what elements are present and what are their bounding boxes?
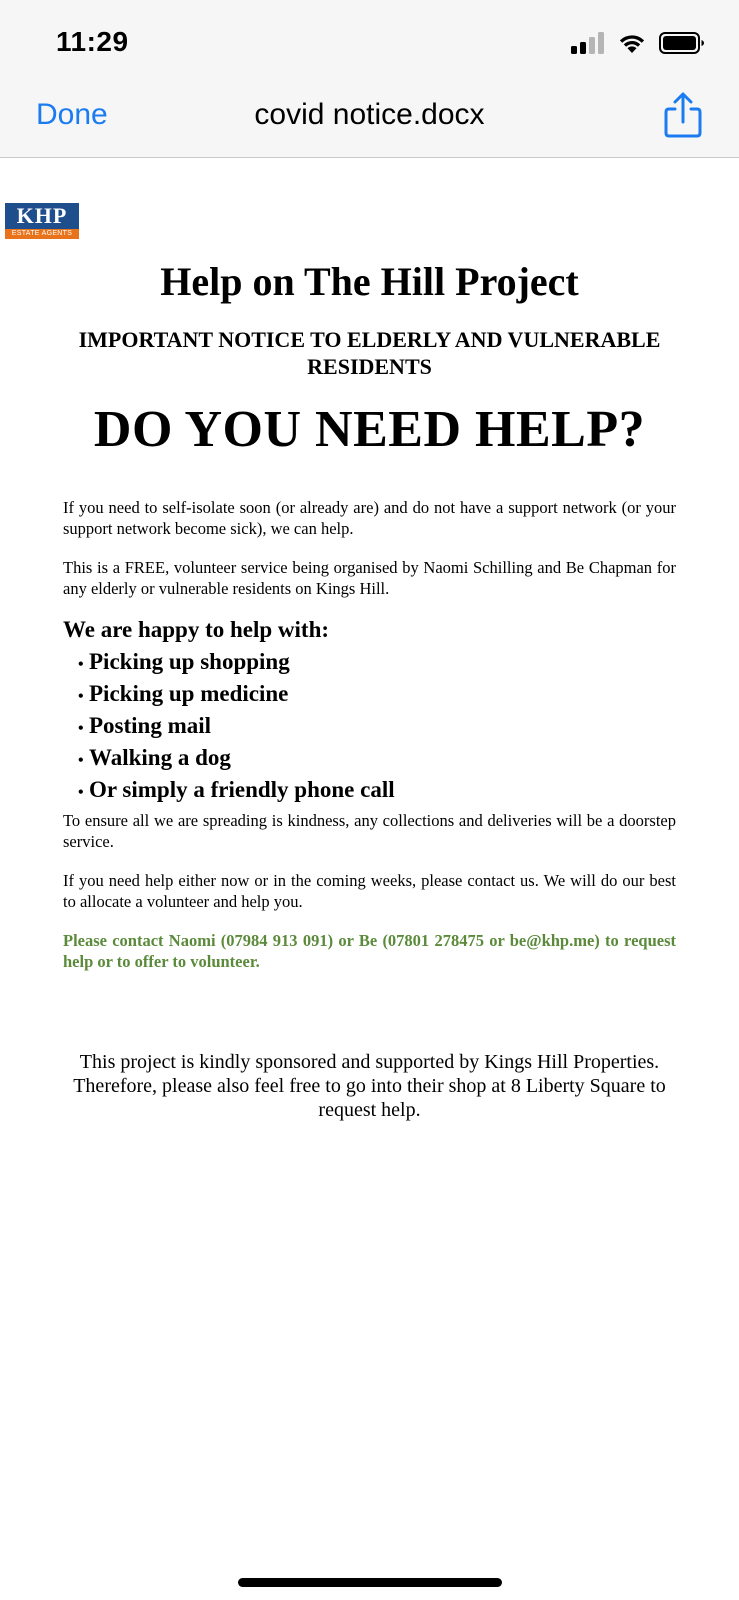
nav-bar <box>0 82 739 158</box>
logo-top-text: KHP <box>5 203 79 229</box>
doc-title: Help on The Hill Project <box>160 259 579 304</box>
list-item-label: Picking up medicine <box>89 681 289 706</box>
list-item <box>78 775 395 807</box>
paragraph-contact-us: If you need help either now or in the coming weeks, please contact us. We will do our best to allocate a volunteer and help you. <box>63 871 676 911</box>
share-icon <box>663 92 703 138</box>
list-item-label: Posting mail <box>89 713 212 738</box>
paragraph-self-isolate: If you need to self-isolate soon (or already are) and do not have a support network (or your support network become sick), we can help. <box>63 498 676 538</box>
contact-info: Please contact Naomi (07984 913 091) or Be (07801 278475 or be@khp.me) to request help or to offer to volunteer. <box>63 931 676 971</box>
document-title: covid notice.docx <box>254 98 485 131</box>
done-button[interactable]: Done <box>36 98 108 131</box>
bullet-icon: • <box>78 784 84 801</box>
logo-bottom-text: ESTATE AGENTS <box>5 229 79 239</box>
list-item <box>78 711 395 743</box>
bullet-icon: • <box>78 656 84 673</box>
sponsor-note: This project is kindly sponsored and supported by Kings Hill Properties. Therefore, please also feel free to go into their shop at 8 Liberty Square to request help. <box>73 1051 666 1121</box>
wifi-icon <box>617 32 647 59</box>
doc-notice: IMPORTANT NOTICE TO ELDERLY AND VULNERABLE RESIDENTS <box>78 327 661 379</box>
list-item <box>78 743 395 775</box>
paragraph-free-service: This is a FREE, volunteer service being organised by Naomi Schilling and Be Chapman for any elderly or vulnerable residents on Kings Hill. <box>63 558 676 598</box>
share-button[interactable] <box>663 92 703 138</box>
bullet-icon: • <box>78 752 84 769</box>
list-item-label: Or simply a friendly phone call <box>89 777 395 802</box>
help-heading: We are happy to help with: <box>63 617 330 642</box>
status-time: 11:29 <box>56 26 129 57</box>
list-item <box>78 647 395 679</box>
list-item-label: Walking a dog <box>89 745 231 770</box>
status-icons <box>571 30 705 60</box>
cellular-signal-icon <box>571 32 605 59</box>
battery-icon <box>659 32 705 59</box>
doc-headline: DO YOU NEED HELP? <box>93 401 646 458</box>
status-bar <box>0 0 739 82</box>
help-list <box>78 647 395 807</box>
list-item-label: Picking up shopping <box>89 649 290 674</box>
bullet-icon: • <box>78 720 84 737</box>
khp-logo <box>5 203 79 239</box>
bullet-icon: • <box>78 688 84 705</box>
paragraph-kindness: To ensure all we are spreading is kindness, any collections and deliveries will be a doorstep service. <box>63 811 676 851</box>
home-indicator[interactable] <box>238 1578 502 1587</box>
list-item <box>78 679 395 711</box>
